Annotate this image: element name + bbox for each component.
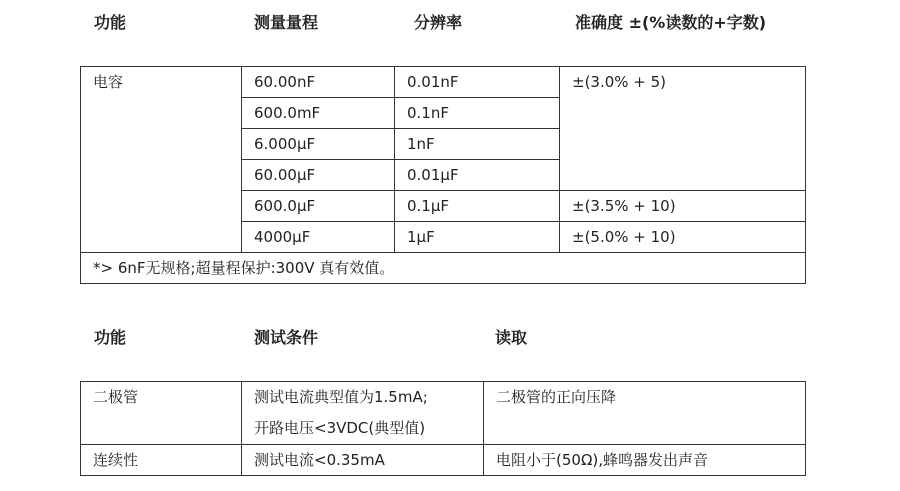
accuracy-cell: ±(5.0% + 10) xyxy=(560,222,806,253)
range-cell: 60.00nF xyxy=(242,67,395,98)
range-cell: 600.0mF xyxy=(242,98,395,129)
resolution-cell: 0.01μF xyxy=(395,160,560,191)
range-cell: 6.000μF xyxy=(242,129,395,160)
header-reading: 读取 xyxy=(495,328,528,347)
accuracy-cell: ±(3.5% + 10) xyxy=(560,191,806,222)
range-cell: 4000μF xyxy=(242,222,395,253)
footnote: *> 6nF无规格;超量程保护:300V 真有效值。 xyxy=(81,253,806,284)
capacitance-spec-table xyxy=(80,66,806,284)
resolution-cell: 0.1μF xyxy=(395,191,560,222)
header-accuracy: 准确度 ±(%读数的+字数) xyxy=(575,13,767,32)
header-range: 测量量程 xyxy=(254,13,319,32)
header-function: 功能 xyxy=(94,328,127,347)
function-cell: 电容 xyxy=(81,67,242,253)
header-resolution: 分辨率 xyxy=(414,13,463,32)
note-row xyxy=(81,253,806,284)
table-row xyxy=(81,382,806,445)
range-cell: 60.00μF xyxy=(242,160,395,191)
condition-line: 开路电压<3VDC(典型值) xyxy=(254,419,426,437)
table-row xyxy=(81,67,806,98)
resolution-cell: 1μF xyxy=(395,222,560,253)
header-condition: 测试条件 xyxy=(254,328,319,347)
accuracy-cell: ±(3.0% + 5) xyxy=(560,67,806,191)
range-cell: 600.0μF xyxy=(242,191,395,222)
resolution-cell: 0.01nF xyxy=(395,67,560,98)
header-function: 功能 xyxy=(94,13,127,32)
reading-cell: 电阻小于(50Ω),蜂鸣器发出声音 xyxy=(484,445,806,476)
function-cell: 二极管 xyxy=(81,382,242,445)
resolution-cell: 1nF xyxy=(395,129,560,160)
reading-cell: 二极管的正向压降 xyxy=(484,382,806,445)
resolution-cell: 0.1nF xyxy=(395,98,560,129)
condition-cell xyxy=(242,382,484,445)
function-cell: 连续性 xyxy=(81,445,242,476)
condition-cell: 测试电流<0.35mA xyxy=(242,445,484,476)
diode-continuity-table xyxy=(80,381,806,476)
condition-line: 测试电流典型值为1.5mA; xyxy=(254,388,428,406)
table-row xyxy=(81,445,806,476)
